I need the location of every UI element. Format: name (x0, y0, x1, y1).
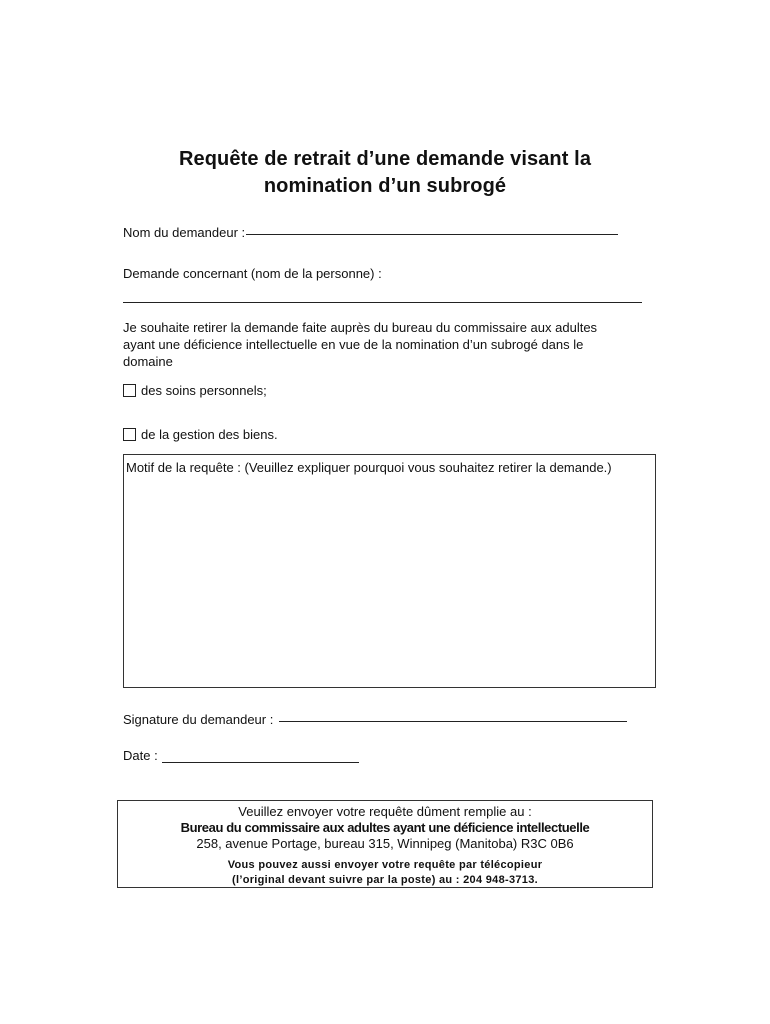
applicant-name-field[interactable] (246, 234, 618, 235)
form-title (0, 146, 770, 200)
concerning-person-label: Demande concernant (nom de la personne) : (123, 266, 382, 281)
signature-field[interactable] (279, 721, 627, 722)
notice-fax-instruction: Vous pouvez aussi envoyer votre requête par télécopieur (227, 859, 543, 871)
form-title-line-2: nomination d’un subrogé (263, 175, 507, 197)
property-management-option (123, 427, 278, 442)
reason-textarea[interactable] (123, 454, 656, 688)
request-paragraph-line-3: domaine (123, 354, 173, 369)
notice-address: 258, avenue Portage, bureau 315, Winnipeg (Manitoba) R3C 0B6 (196, 836, 574, 851)
notice-send-instruction: Veuillez envoyer votre requête dûment remplie au : (238, 804, 532, 819)
property-management-checkbox[interactable] (123, 428, 136, 441)
notice-office-name: Bureau du commissaire aux adultes ayant une déficience intellectuelle (180, 820, 590, 835)
form-title-line-1: Requête de retrait d’une demande visant la (178, 148, 592, 170)
date-label: Date : (123, 748, 158, 763)
property-management-label: de la gestion des biens. (141, 427, 278, 442)
personal-care-label: des soins personnels; (141, 383, 267, 398)
date-field[interactable] (162, 762, 359, 763)
signature-label: Signature du demandeur : (123, 712, 274, 727)
mailing-notice (117, 800, 653, 888)
notice-fax-number: (l’original devant suivre par la poste) au : 204 948-3713. (232, 874, 538, 886)
request-paragraph-line-2: ayant une déficience intellectuelle en vue de la nomination d’un subrogé dans le (123, 337, 584, 352)
personal-care-option (123, 383, 267, 398)
request-paragraph-line-1: Je souhaite retirer la demande faite auprès du bureau du commissaire aux adultes (123, 320, 598, 335)
reason-label: Motif de la requête : (Veuillez expliquer pourquoi vous souhaitez retirer la demande.) (126, 460, 612, 475)
applicant-name-label: Nom du demandeur : (123, 225, 246, 240)
concerning-person-field[interactable] (123, 302, 642, 303)
personal-care-checkbox[interactable] (123, 384, 136, 397)
request-paragraph (123, 319, 623, 370)
